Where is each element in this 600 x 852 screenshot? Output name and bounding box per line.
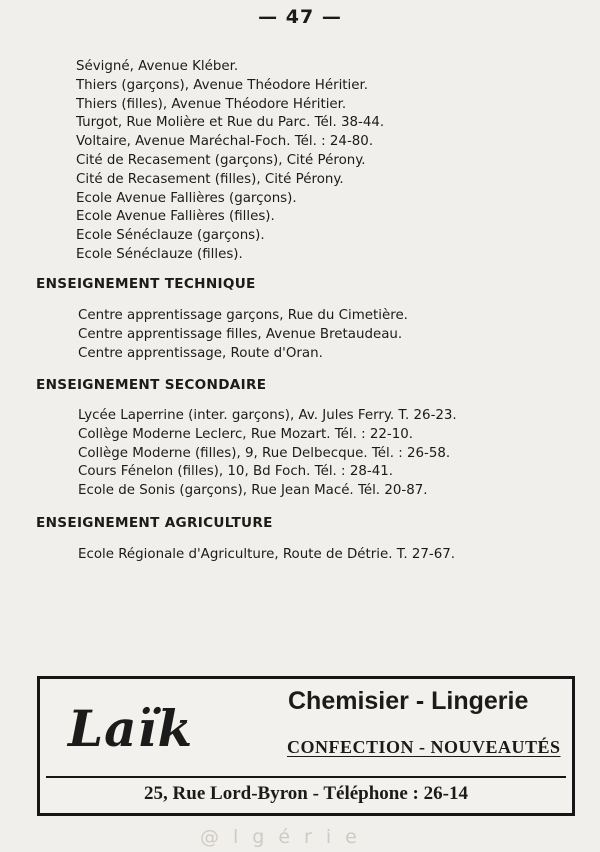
- list-item: Centre apprentissage filles, Avenue Bretaudeau.: [78, 326, 403, 342]
- school-list: [76, 58, 586, 265]
- list-item: Cité de Recasement (filles), Cité Pérony.: [76, 171, 344, 187]
- list-item: Centre apprentissage, Route d'Oran.: [78, 345, 323, 361]
- ad-address: 25, Rue Lord-Byron - Téléphone : 26-14: [144, 783, 468, 804]
- section-secondaire-list: [78, 407, 588, 501]
- section-heading-agriculture: ENSEIGNEMENT AGRICULTURE: [36, 515, 273, 531]
- list-item: Cité de Recasement (garçons), Cité Pérony.: [76, 152, 366, 168]
- list-item: Cours Fénelon (filles), 10, Bd Foch. Tél. : 28-41.: [78, 464, 393, 480]
- ad-tagline: Chemisier - Lingerie: [288, 687, 529, 715]
- section-heading-secondaire: ENSEIGNEMENT SECONDAIRE: [36, 377, 267, 393]
- ad-divider: [46, 776, 566, 778]
- list-item: Collège Moderne Leclerc, Rue Mozart. Tél. : 22-10.: [78, 426, 414, 442]
- section-technique-list: [78, 307, 588, 363]
- list-item: Thiers (filles), Avenue Théodore Héritier.: [76, 96, 347, 112]
- page-number: — 47 —: [258, 6, 342, 28]
- list-item: Collège Moderne (filles), 9, Rue Delbecque. Tél. : 26-58.: [78, 445, 451, 461]
- list-item: Voltaire, Avenue Maréchal-Foch. Tél. : 24-80.: [76, 134, 374, 150]
- brand-logo: Laïk: [68, 699, 194, 758]
- watermark: @lgérie: [200, 826, 371, 848]
- list-item: Ecole Régionale d'Agriculture, Route de Détrie. T. 27-67.: [78, 547, 455, 562]
- list-item: Ecole Avenue Fallières (garçons).: [76, 190, 297, 206]
- advertisement: [37, 676, 575, 816]
- list-item: Sévigné, Avenue Kléber.: [76, 59, 239, 74]
- list-item: Ecole Sénéclauze (filles).: [76, 246, 243, 262]
- section-agriculture-list: [78, 546, 588, 565]
- list-item: Lycée Laperrine (inter. garçons), Av. Jules Ferry. T. 26-23.: [78, 408, 457, 423]
- list-item: Ecole de Sonis (garçons), Rue Jean Macé. Tél. 20-87.: [78, 483, 428, 499]
- list-item: Turgot, Rue Molière et Rue du Parc. Tél. 38-44.: [76, 115, 385, 131]
- list-item: Ecole Avenue Fallières (filles).: [76, 209, 275, 225]
- section-heading-technique: ENSEIGNEMENT TECHNIQUE: [36, 276, 256, 292]
- ad-subtagline: CONFECTION - NOUVEAUTÉS: [287, 737, 561, 757]
- list-item: Thiers (garçons), Avenue Théodore Héritier.: [76, 77, 369, 93]
- list-item: Ecole Sénéclauze (garçons).: [76, 228, 265, 244]
- list-item: Centre apprentissage garçons, Rue du Cimetière.: [78, 308, 408, 323]
